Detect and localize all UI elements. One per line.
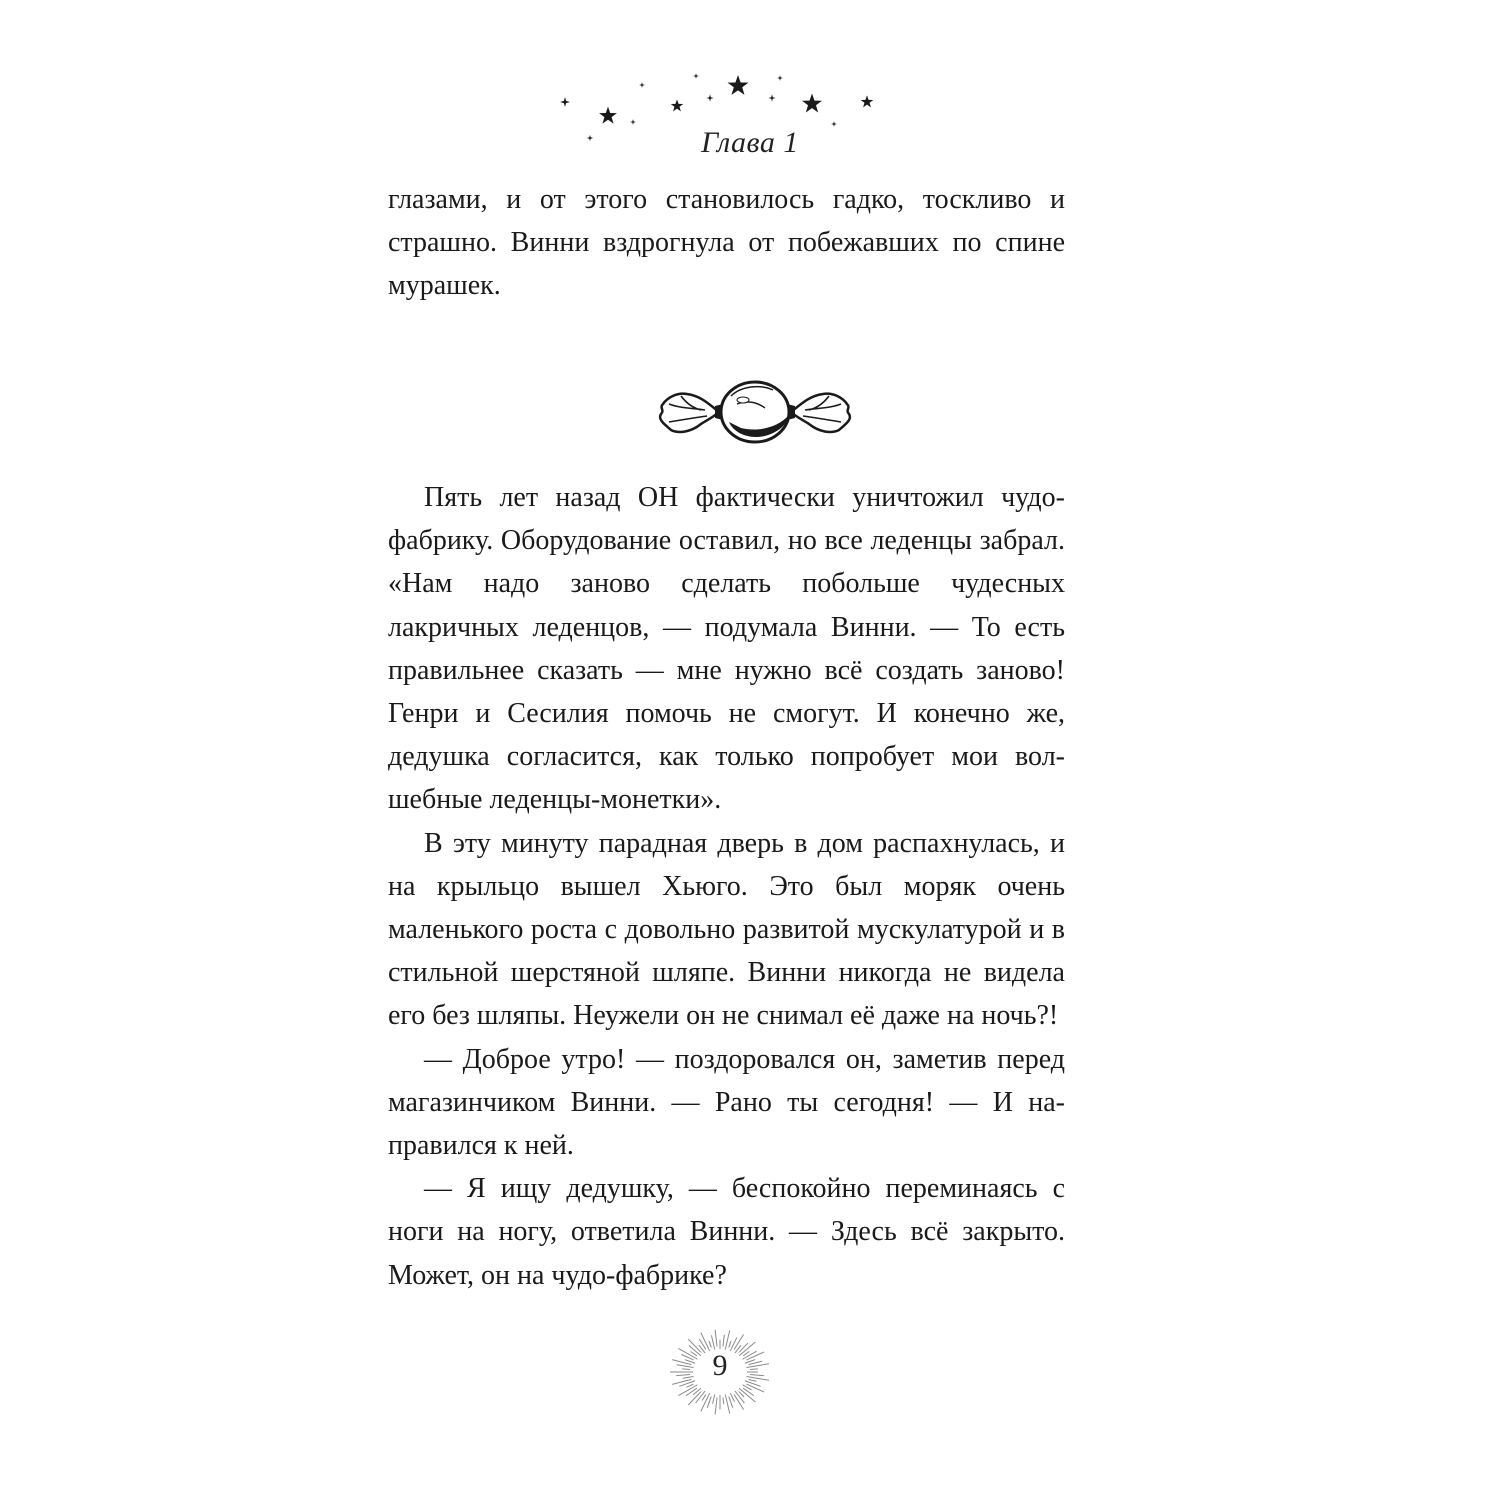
- paragraph: — Я ищу дедушку, — беспокойно переминаясь с ноги на ногу, ответила Винни. — Здесь всё закрыто. Может, он на чудо-фабрике?: [388, 1173, 1065, 1291]
- page-number-ornament: [660, 1322, 780, 1422]
- chapter-title: Глава 1: [701, 126, 799, 159]
- paragraph: В эту минуту парадная дверь в дом распахнулась, и на крыльцо вышел Хьюго. Это был моряк очень маленького роста с довольно развитой мускулатурой и в стильной шерстяной шляпе. Винни никогда не видела его без шляпы. Неужели он не снимал её даже на ночь?!: [388, 827, 1065, 1032]
- paragraph: — Доброе утро! — поздоровался он, заметив перед магазинчиком Винни. — Рано ты сегодня! — И направился к ней.: [388, 1043, 1065, 1162]
- paragraph: Пять лет назад ОН фактически уничтожил чудо-фабрику. Оборудование оставил, но все леденцы забрал. «Нам надо заново сделать побольше чудесных лакричных леденцов, — подумала Винни. — То есть правильнее сказать — мне нужно всё создать заново! Генри и Сесилия помочь не смогут. И конечно же, дедушка согласится, как только попробует мои волшебные леденцы-монетки».: [388, 482, 1065, 816]
- candy-icon: [657, 374, 853, 450]
- paragraph: глазами, и от этого становилось гадко, тоскливо и страшно. Винни вздрогнула от побежавших по спине мурашек.: [388, 184, 1065, 302]
- text-block-top: [388, 178, 1065, 308]
- page-number: 9: [712, 1349, 728, 1382]
- text-block-main: [388, 476, 1065, 1297]
